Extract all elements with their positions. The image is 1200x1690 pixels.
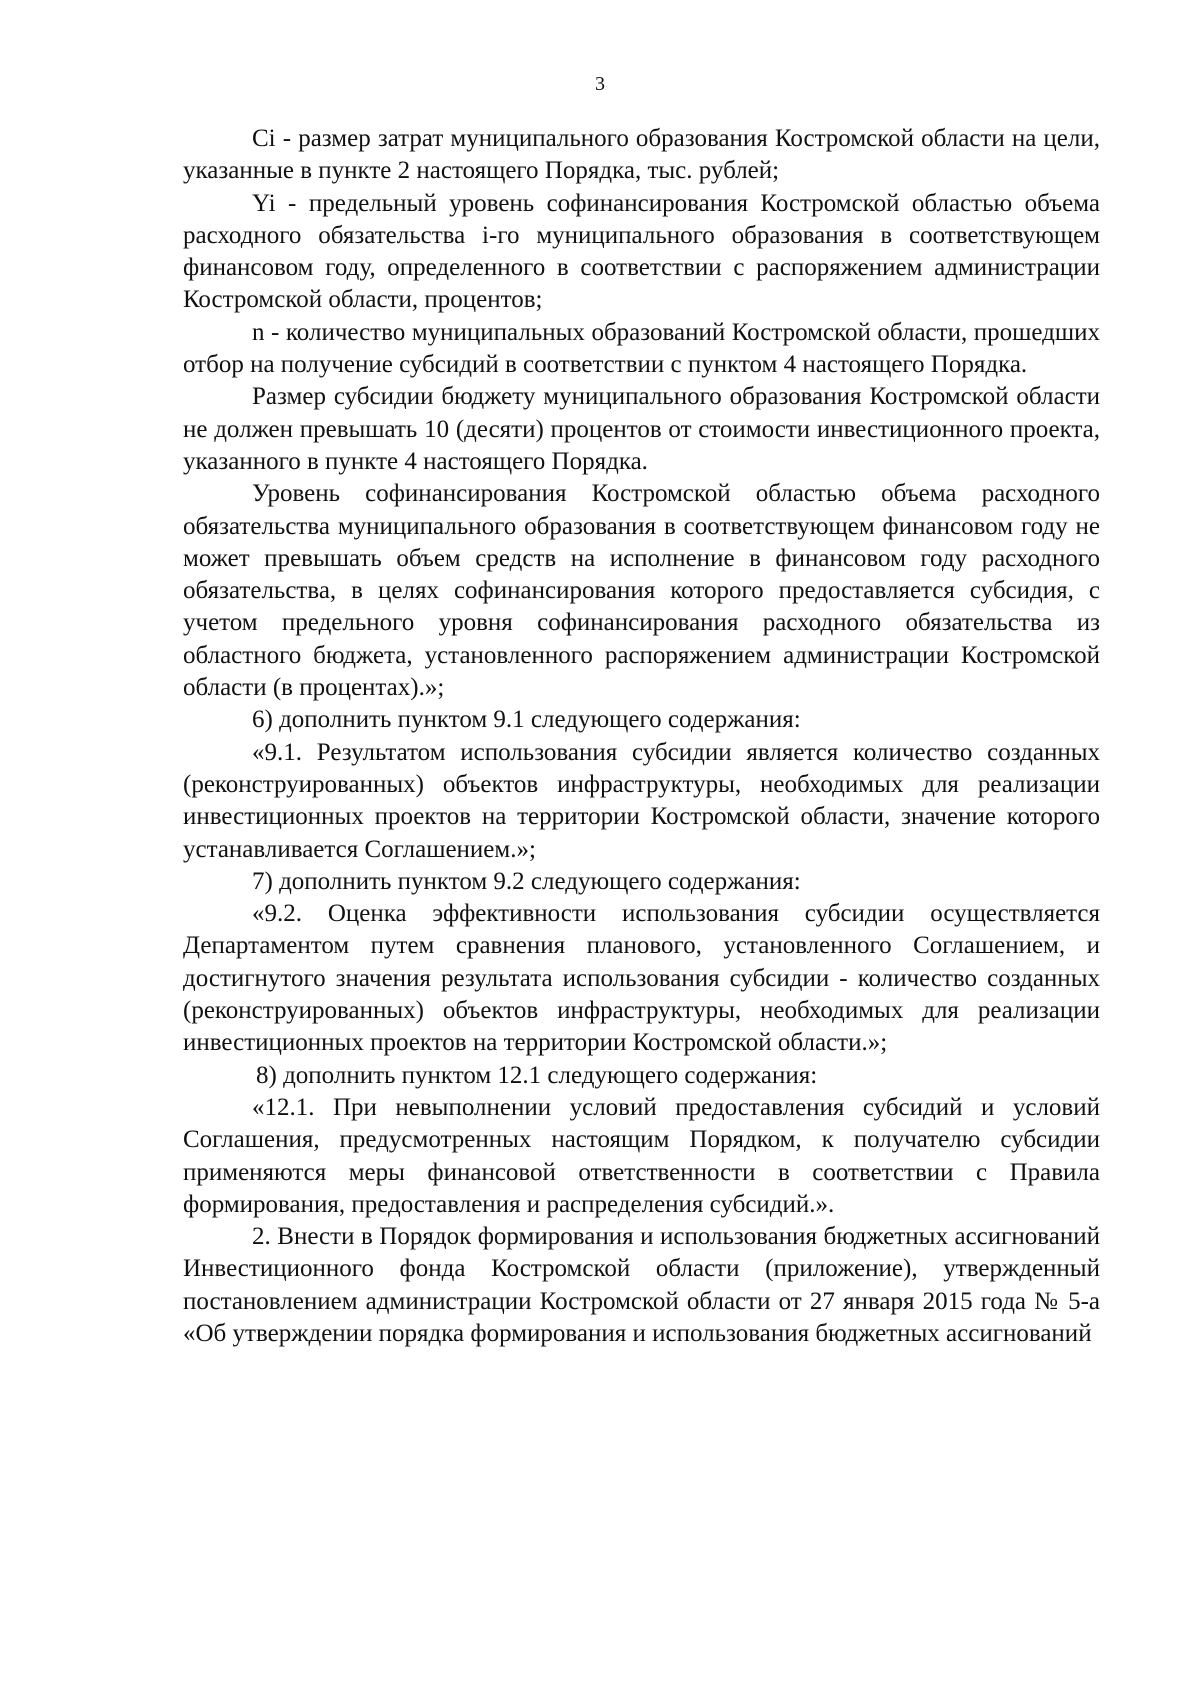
page-number: 3	[595, 73, 605, 95]
paragraph-item-6: 6) дополнить пунктом 9.1 следующего содержания:	[252, 706, 801, 734]
document-body	[183, 123, 1100, 1350]
paragraph-section-2: 2. Внести в Порядок формирования и использования бюджетных ассигнований Инвестиционного фонда Костромской области (приложение), утвержденный постановлением администрации Костромской области от 27 января 2015 года № 5-а «Об утверждении порядка формирования и использования бюджетных ассигнований	[183, 1223, 1100, 1347]
paragraph-clause-12-1: «12.1. При невыполнении условий предоставления субсидий и условий Соглашения, предусмотренных настоящим Порядком, к получателю субсидии применяются меры финансовой ответственности в соответствии с Правила формирования, предоставления и распределения субсидий.».	[183, 1093, 1100, 1218]
paragraph-cofinancing-level: Уровень софинансирования Костромской областью объема расходного обязательства муниципального образования в соответствующем финансовом году не может превышать объем средств на исполнение в финансовом году расходного обязательства, в целях софинансирования которого предоставляется субсидия, с учетом предельного уровня софинансирования расходного обязательства из областного бюджета, установленного распоряжением администрации Костромской области (в процентах).»;	[183, 480, 1100, 702]
paragraph-yi-definition: Yi - предельный уровень софинансирования Костромской областью объема расходного обязательства i-го муниципального образования в соответствующем финансовом году, определенного в соответствии с распоряжением администрации Костромской области, процентов;	[183, 189, 1100, 314]
paragraph-clause-9-2: «9.2. Оценка эффективности использования субсидии осуществляется Департаментом путем сравнения планового, установленного Соглашением, и достигнутого значения результата использования субсидии - количество созданных (реконструированных) объектов инфраструктуры, необходимых для реализации инвестиционных проектов на территории Костромской области.»;	[183, 900, 1100, 1057]
paragraph-item-8: 8) дополнить пунктом 12.1 следующего содержания:	[256, 1061, 818, 1089]
paragraph-subsidy-size: Размер субсидии бюджету муниципального образования Костромской области не должен превышать 10 (десяти) процентов от стоимости инвестиционного проекта, указанного в пункте 4 настоящего Порядка.	[183, 383, 1100, 475]
paragraph-clause-9-1: «9.1. Результатом использования субсидии является количество созданных (реконструированных) объектов инфраструктуры, необходимых для реализации инвестиционных проектов на территории Костромской области, значение которого устанавливается Соглашением.»;	[183, 738, 1100, 863]
paragraph-ci-definition: Ci - размер затрат муниципального образования Костромской области на цели, указанные в пункте 2 настоящего Порядка, тыс. рублей;	[183, 125, 1100, 185]
paragraph-n-definition: n - количество муниципальных образований Костромской области, прошедших отбор на получение субсидий в соответствии с пунктом 4 настоящего Порядка.	[183, 318, 1100, 379]
paragraph-item-7: 7) дополнить пунктом 9.2 следующего содержания:	[252, 867, 801, 895]
